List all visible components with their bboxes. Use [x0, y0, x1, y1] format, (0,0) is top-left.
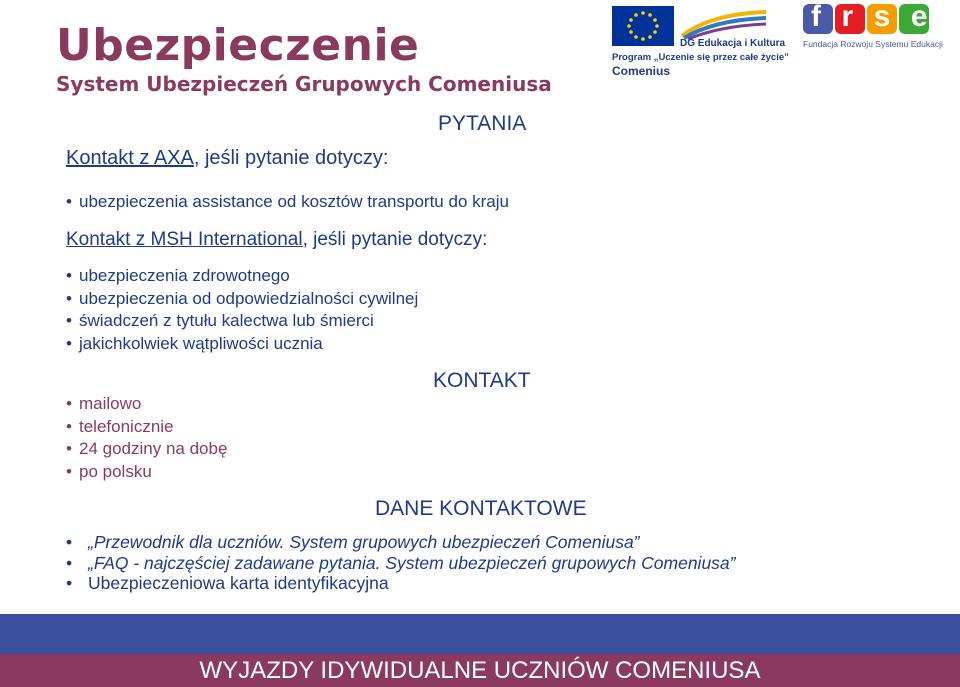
dane-heading: DANE KONTAKTOWE: [375, 497, 587, 520]
dane-list: [66, 532, 735, 594]
footer-title: WYJAZDY IDYWIDUALNE UCZNIÓW COMENIUSA: [199, 657, 761, 684]
axa-link[interactable]: Kontakt z AXA: [66, 147, 194, 169]
frse-caption: Fundacja Rozwoju Systemu Edukacji: [803, 39, 943, 49]
axa-list: [66, 191, 509, 214]
eu-flag-icon: [612, 6, 674, 46]
page-subtitle: System Ubezpieczeń Grupowych Comeniusa: [56, 72, 552, 96]
resource-link-id-card[interactable]: • Ubezpieczeniowa karta identyfikacyjna: [66, 573, 389, 593]
list-item: • ubezpieczenia zdrowotnego: [66, 266, 290, 285]
msh-contact-line: Kontakt z MSH International, jeśli pytanie dotyczy:: [66, 229, 488, 250]
list-item: • świadczeń z tytułu kalectwa lub śmierci: [66, 311, 374, 330]
frse-word: frse: [811, 0, 949, 33]
kontakt-list: [66, 393, 227, 483]
msh-link[interactable]: Kontakt z MSH International: [66, 229, 303, 250]
list-item: • mailowo: [66, 394, 142, 413]
llp-logo: [612, 6, 789, 78]
llp-dg-label: DG Edukacja i Kultura: [680, 38, 786, 49]
axa-contact-line: Kontakt z AXA, jeśli pytanie dotyczy:: [66, 147, 389, 169]
footer-band-top: [0, 614, 960, 654]
page-title: Ubezpieczenie: [56, 20, 420, 71]
list-item: • 24 godziny na dobę: [66, 439, 228, 458]
pytania-heading: PYTANIA: [438, 112, 527, 135]
list-item: • ubezpieczenia assistance od kosztów transportu do kraju: [66, 192, 509, 211]
llp-comenius-label: Comenius: [612, 64, 671, 78]
resource-link-guide[interactable]: • „Przewodnik dla uczniów. System grupowych ubezpieczeń Comeniusa”: [66, 532, 640, 552]
list-item: • ubezpieczenia od odpowiedzialności cywilnej: [66, 288, 419, 308]
list-item: • po polsku: [66, 461, 152, 481]
resource-link-faq[interactable]: • „FAQ - najczęściej zadawane pytania. System ubezpieczeń grupowych Comeniusa”: [66, 552, 736, 573]
frse-logo: [803, 0, 949, 54]
list-item: • jakichkolwiek wątpliwości ucznia: [66, 333, 323, 353]
list-item: • telefonicznie: [66, 416, 174, 436]
msh-list: [66, 265, 418, 355]
llp-swoosh-icon: [680, 6, 768, 40]
llp-program-label: Program „Uczenie się przez całe życie”: [612, 52, 789, 63]
kontakt-heading: KONTAKT: [433, 369, 531, 392]
